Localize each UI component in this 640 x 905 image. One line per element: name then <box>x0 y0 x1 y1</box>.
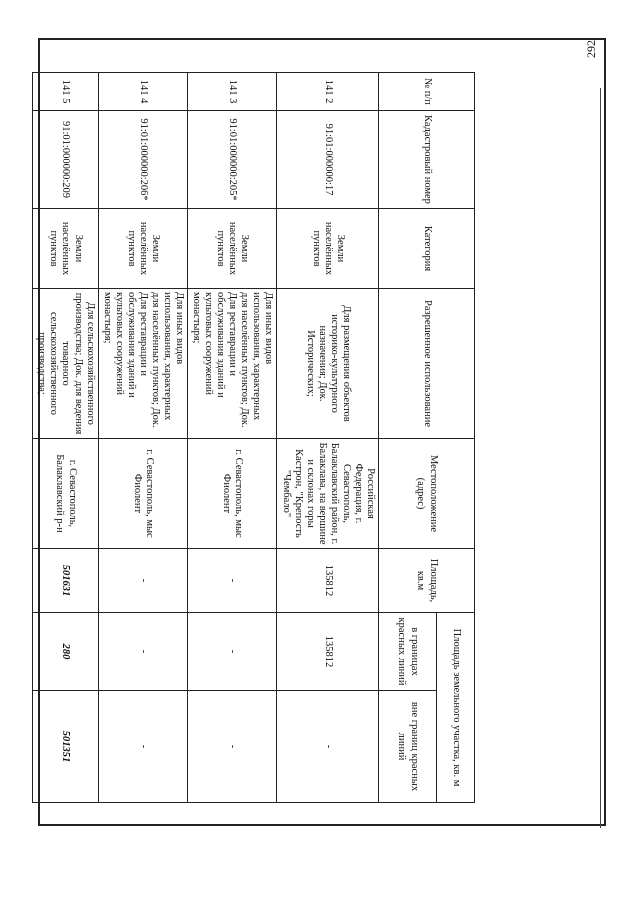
cell-within: 135812 <box>277 613 379 691</box>
cell-num: 141 5 <box>33 73 98 111</box>
header-within: в границах красных линий <box>379 613 437 691</box>
cell-num: 141 4 <box>98 73 187 111</box>
cell-category: Земли населённых пунктов <box>33 209 98 289</box>
land-plots-table <box>32 72 475 803</box>
header-outside: вне границ красных линий <box>379 691 437 803</box>
cell-area: - <box>188 549 277 613</box>
cell-category: Земли населённых пунктов <box>98 209 187 289</box>
cell-location: г. Севастополь, мыс Фиолент <box>98 439 187 549</box>
cell-outside: - <box>98 691 187 803</box>
footer-rule <box>600 88 601 828</box>
cell-location: г. Севастополь, мыс Фиолент <box>188 439 277 549</box>
cell-usage: Для сельскохозяйственного производства; Док. для ведения товарного сельскохозяйственного производства; <box>33 289 98 439</box>
cell-outside: - <box>277 691 379 803</box>
header-location: Местоположение (адрес) <box>379 439 475 549</box>
table-row <box>98 73 187 803</box>
cell-outside: 501351 <box>33 691 98 803</box>
table-row <box>277 73 379 803</box>
cell-usage: Для размещения объектов историко-культурного назначения; Док. Исторических; <box>277 289 379 439</box>
cell-num: 141 2 <box>277 73 379 111</box>
cell-area: - <box>98 549 187 613</box>
header-category: Категория <box>379 209 475 289</box>
cell-outside: - <box>188 691 277 803</box>
cell-location: г. Севастополь, Балаклавский р-н <box>33 439 98 549</box>
cell-usage: Для иных видов использования, характерных для населённых пунктов; Док. Для реставрации и обслуживания зданий и культовых сооружений монастыря; <box>188 289 277 439</box>
cell-within: - <box>98 613 187 691</box>
header-cadastral: Кадастровый номер <box>379 111 475 209</box>
cell-usage: Для иных видов использования, характерных для населённых пунктов; Док. Для реставрации и обслуживания зданий и культовых сооружений монастыря; <box>98 289 187 439</box>
rotated-table-container <box>36 72 475 802</box>
header-usage: Разрешенное использование <box>379 289 475 439</box>
cell-cadastral: 91:01:000000:17 <box>277 111 379 209</box>
table-row <box>188 73 277 803</box>
header-num: № п/п <box>379 73 475 111</box>
header-plot-area: Площадь земельного участка, кв. м <box>437 613 475 803</box>
cell-within: 280 <box>33 613 98 691</box>
cell-cadastral: 91:01:000000:209 <box>33 111 98 209</box>
page-number: 292 <box>584 40 598 58</box>
header-area: Площадь, кв.м <box>379 549 475 613</box>
table-row <box>33 73 98 803</box>
cell-category: Земли населённых пунктов <box>277 209 379 289</box>
cell-category: Земли населённых пунктов <box>188 209 277 289</box>
cell-area: 135812 <box>277 549 379 613</box>
cell-cadastral: 91:01:000000:205* <box>188 111 277 209</box>
cell-within: - <box>188 613 277 691</box>
cell-area: 501631 <box>33 549 98 613</box>
cell-location: Российская Федерация, г. Севастополь, Балаклавский район, г. Балаклава, на вершине и склонах горы Кастрон, "Крепость "Чембало" <box>277 439 379 549</box>
cell-num: 141 3 <box>188 73 277 111</box>
cell-cadastral: 91:01:000000:206* <box>98 111 187 209</box>
